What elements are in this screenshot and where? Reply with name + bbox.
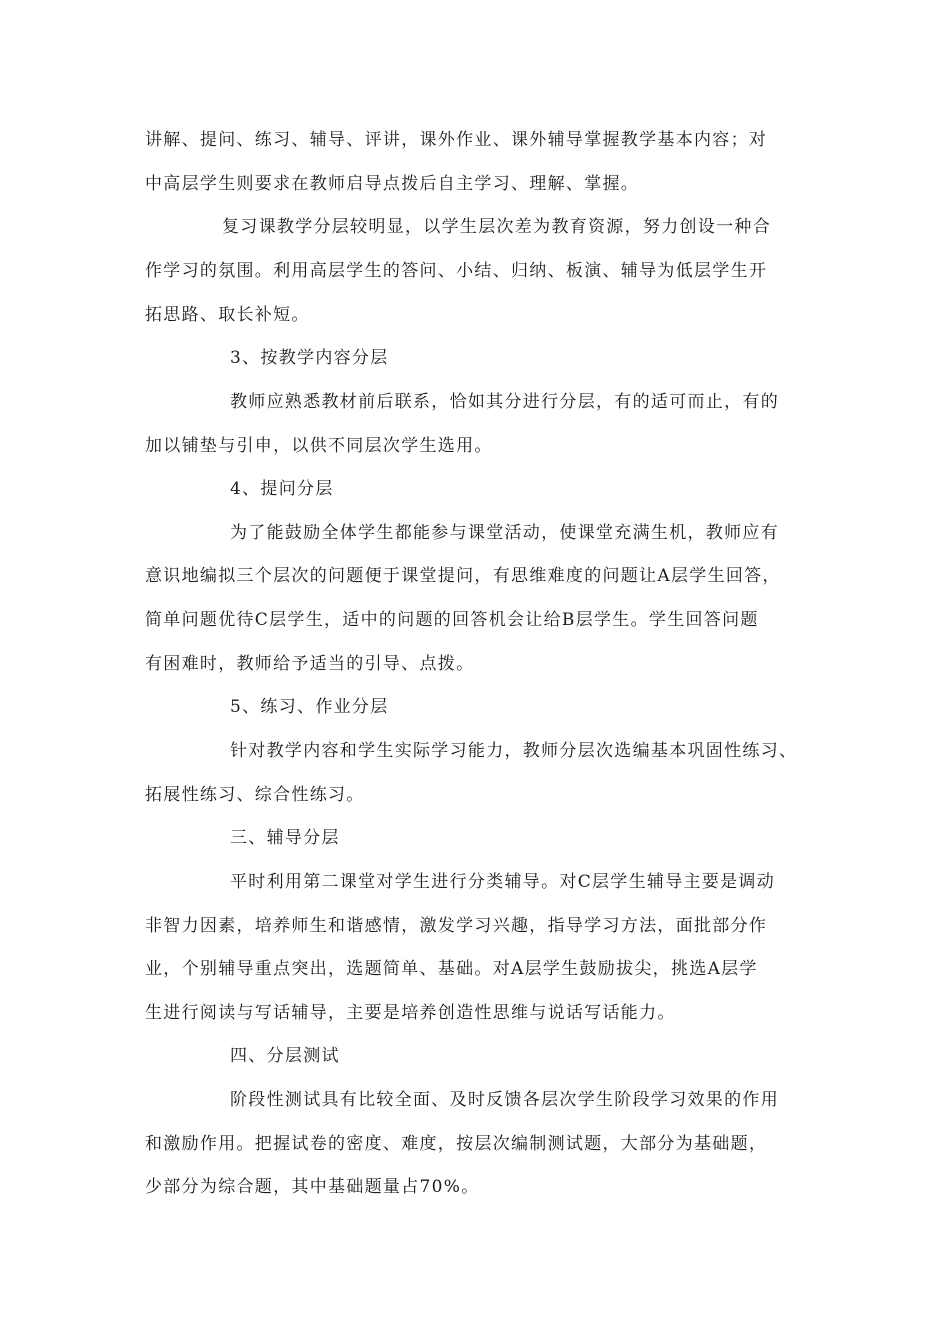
text-line: 作学习的氛围。利用高层学生的答问、小结、归纳、板演、辅导为低层学生开 [145, 261, 768, 281]
text-line: 加以铺垫与引申，以供不同层次学生选用。 [145, 436, 493, 456]
text-line: 阶段性测试具有比较全面、及时反馈各层次学生阶段学习效果的作用 [230, 1090, 779, 1110]
text-line: 为了能鼓励全体学生都能参与课堂活动，使课堂充满生机，教师应有 [230, 523, 779, 543]
text-line: 拓展性练习、综合性练习。 [145, 785, 365, 805]
text-line: 教师应熟悉教材前后联系，恰如其分进行分层，有的适可而止，有的 [230, 392, 779, 412]
text-line: 和激励作用。把握试卷的密度、难度，按层次编制测试题，大部分为基础题， [145, 1134, 768, 1154]
text-line: 针对教学内容和学生实际学习能力，教师分层次选编基本巩固性练习、 [230, 741, 798, 761]
section-heading: 三、辅导分层 [230, 828, 340, 848]
text-line: 平时利用第二课堂对学生进行分类辅导。对C层学生辅导主要是调动 [230, 872, 776, 892]
section-heading: 四、分层测试 [230, 1046, 340, 1066]
text-line: 非智力因素，培养师生和谐感情，激发学习兴趣，指导学习方法，面批部分作 [145, 916, 768, 936]
text-line: 业，个别辅导重点突出，选题简单、基础。对A层学生鼓励拔尖，挑选A层学 [145, 959, 758, 979]
text-line: 中高层学生则要求在教师启导点拨后自主学习、理解、掌握。 [145, 174, 640, 194]
text-line: 有困难时，教师给予适当的引导、点拨。 [145, 654, 475, 674]
text-line: 讲解、提问、练习、辅导、评讲，课外作业、课外辅导掌握教学基本内容；对 [145, 130, 768, 150]
text-line: 生进行阅读与写话辅导，主要是培养创造性思维与说话写话能力。 [145, 1003, 676, 1023]
text-line: 拓思路、取长补短。 [145, 305, 310, 325]
text-line: 复习课教学分层较明显，以学生层次差为教育资源，努力创设一种合 [222, 217, 771, 237]
section-heading: 3、按教学内容分层 [230, 348, 389, 368]
text-line: 意识地编拟三个层次的问题便于课堂提问，有思维难度的问题让A层学生回答， [145, 566, 781, 586]
text-line: 少部分为综合题，其中基础题量占70%。 [145, 1177, 480, 1197]
text-line: 简单问题优待C层学生，适中的问题的回答机会让给B层学生。学生回答问题 [145, 610, 759, 630]
section-heading: 5、练习、作业分层 [230, 697, 389, 717]
section-heading: 4、提问分层 [230, 479, 334, 499]
